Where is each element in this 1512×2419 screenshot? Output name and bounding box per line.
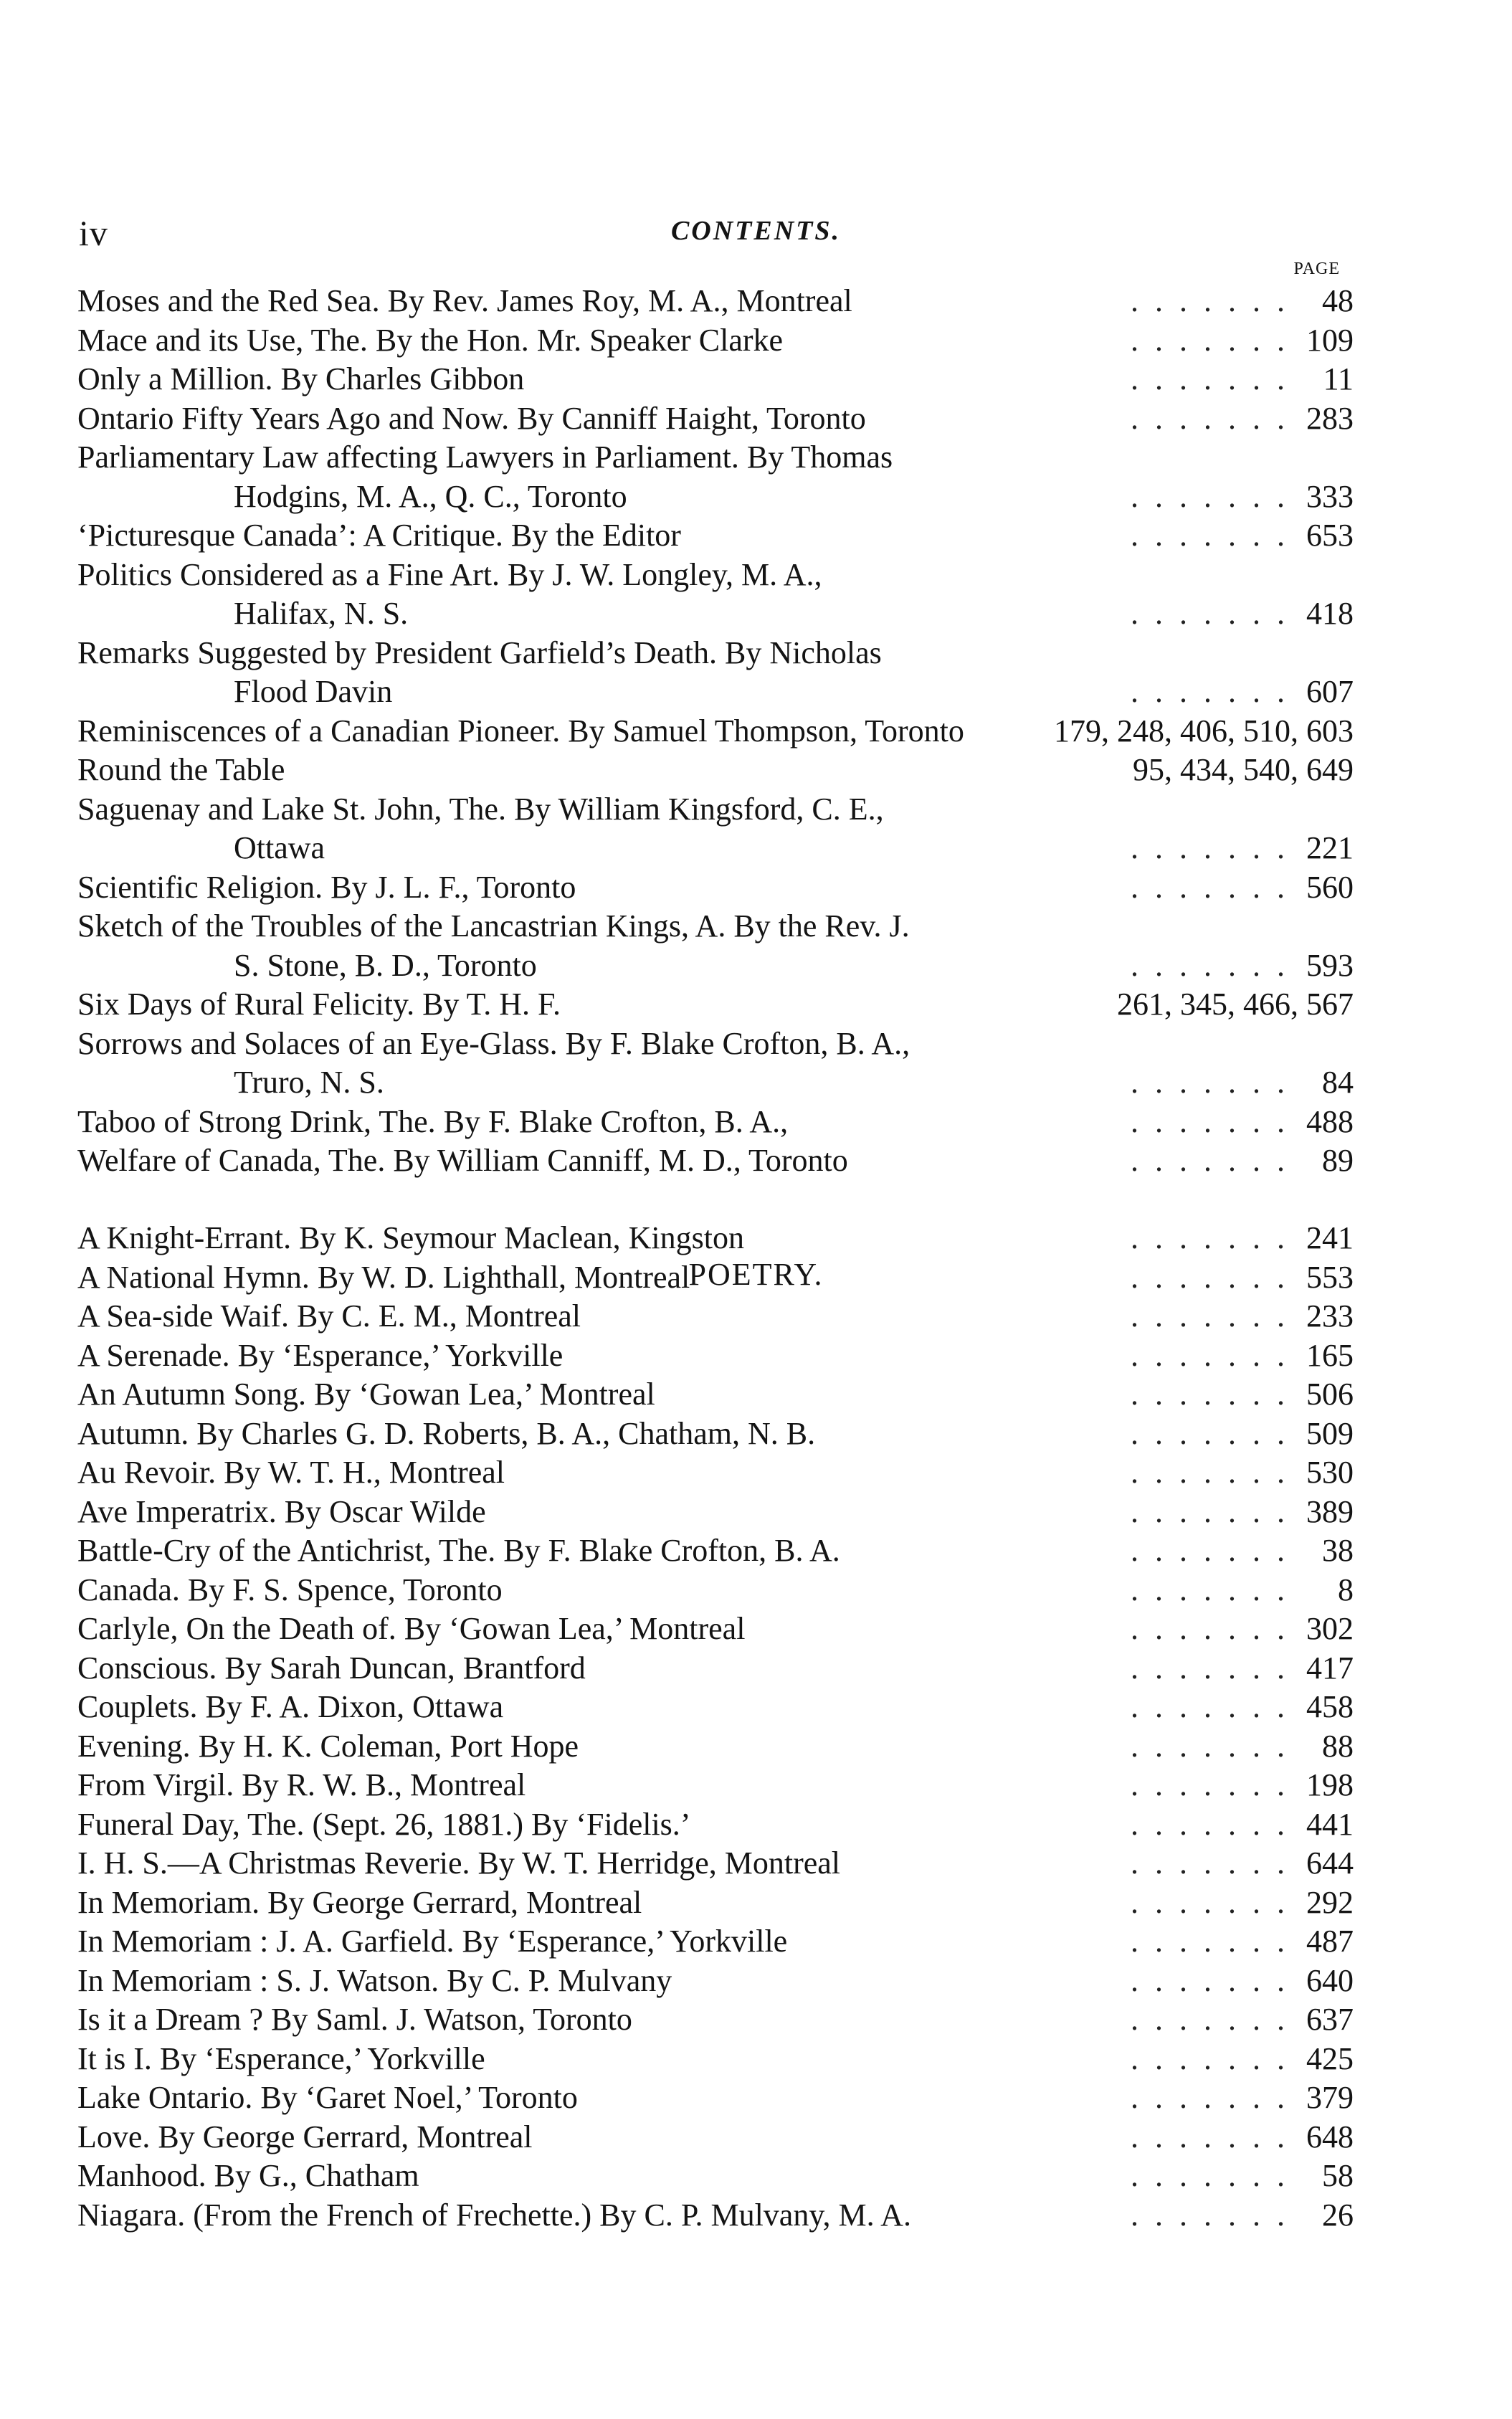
toc-entry-line	[77, 2000, 1354, 2040]
toc-entry-line	[77, 790, 1354, 830]
toc-page-number: 653	[1306, 518, 1354, 553]
toc-page-number: 593	[1306, 947, 1354, 983]
toc-entry-line	[77, 829, 1354, 868]
dot-leader: . . . . . . .	[1131, 478, 1289, 514]
toc-entry-title: Carlyle, On the Death of. By ‘Gowan Lea,’ Montreal	[77, 1611, 746, 1646]
toc-page-number: 389	[1306, 1493, 1354, 1529]
dot-leader: . . . . . . .	[1131, 1924, 1289, 1959]
toc-entry-line	[77, 673, 1354, 712]
toc-entry-title: Sketch of the Troubles of the Lancastrian Kings, A. By the Rev. J.	[77, 908, 910, 944]
toc-entry	[77, 2196, 1354, 2235]
toc-entry-line	[77, 1883, 1354, 1923]
toc-entry-title: I. H. S.—A Christmas Reverie. By W. T. Herridge, Montreal	[77, 1845, 841, 1881]
toc-entry	[77, 438, 1354, 516]
toc-entry-title: Lake Ontario. By ‘Garet Noel,’ Toronto	[77, 2080, 578, 2115]
toc-entry	[77, 1336, 1354, 1376]
toc-entry-title: Is it a Dream ? By Saml. J. Watson, Toronto	[77, 2002, 632, 2037]
toc-entry	[77, 1844, 1354, 1883]
toc-entry	[77, 790, 1354, 868]
toc-page-number: 506	[1306, 1377, 1354, 1412]
toc-entry	[77, 1962, 1354, 2001]
dot-leader: . . . . . . .	[1131, 1143, 1289, 1178]
toc-entry-line	[77, 751, 1354, 790]
toc-entry	[77, 1531, 1354, 1571]
toc-entry-line	[77, 1649, 1354, 1688]
toc-page-number: 333	[1306, 478, 1354, 514]
toc-entry-title: A Serenade. By ‘Esperance,’ Yorkville	[77, 1337, 564, 1373]
toc-entry	[77, 634, 1354, 712]
toc-entry-title: In Memoriam. By George Gerrard, Montreal	[77, 1884, 642, 1920]
toc-entry-line	[77, 1336, 1354, 1376]
toc-entry-line	[77, 634, 1354, 673]
toc-entry-line	[77, 1922, 1354, 1962]
toc-entry-title: Round the Table	[77, 752, 285, 787]
toc-page-number: 48	[1322, 283, 1354, 318]
toc-entry-line	[77, 1453, 1354, 1493]
toc-entry-line	[77, 1375, 1354, 1415]
toc-entry-title: Moses and the Red Sea. By Rev. James Roy, M. A., Montreal	[77, 283, 852, 318]
dot-leader: . . . . . . .	[1131, 596, 1289, 631]
toc-entry-title: Ave Imperatrix. By Oscar Wilde	[77, 1493, 486, 1529]
toc-entry	[77, 1415, 1354, 1454]
toc-page-number: 165	[1306, 1337, 1354, 1373]
toc-page-number: 88	[1322, 1728, 1354, 1764]
toc-page-number: 530	[1306, 1455, 1354, 1490]
toc-page-number: 283	[1306, 400, 1354, 436]
toc-entry	[77, 1141, 1354, 1181]
toc-entry	[77, 1922, 1354, 1962]
toc-entry	[77, 751, 1354, 790]
toc-entry-title: Remarks Suggested by President Garfield’s Death. By Nicholas	[77, 635, 882, 670]
toc-page-number: 553	[1306, 1259, 1354, 1295]
toc-entry	[77, 1610, 1354, 1649]
toc-entry-line	[77, 1219, 1354, 1258]
toc-entry	[77, 985, 1354, 1025]
toc-entry-title: A Knight-Errant. By K. Seymour Maclean, Kingston	[77, 1220, 744, 1255]
dot-leader: . . . . . . .	[1131, 1611, 1289, 1646]
toc-entry-title: Mace and its Use, The. By the Hon. Mr. Speaker Clarke	[77, 322, 784, 358]
dot-leader: . . . . . . .	[1131, 2002, 1289, 2037]
toc-page-number: 425	[1306, 2040, 1354, 2076]
dot-leader: . . . . . . .	[1131, 2197, 1289, 2233]
poetry-list	[77, 1219, 1354, 2235]
toc-entry-line	[77, 2040, 1354, 2079]
toc-entry-title: ‘Picturesque Canada’: A Critique. By the Editor	[77, 518, 681, 553]
toc-entry-title: Couplets. By F. A. Dixon, Ottawa	[77, 1689, 504, 1724]
dot-leader: . . . . . . .	[1131, 947, 1289, 983]
toc-page-number: 241	[1306, 1220, 1354, 1255]
dot-leader: . . . . . . .	[1131, 1884, 1289, 1920]
toc-entry-line	[77, 1025, 1354, 1064]
toc-entry-title: Au Revoir. By W. T. H., Montreal	[77, 1455, 505, 1490]
toc-entry-line	[77, 321, 1354, 361]
dot-leader: . . . . . . .	[1131, 400, 1289, 436]
toc-entry	[77, 1103, 1354, 1142]
toc-page-number: 379	[1306, 2080, 1354, 2115]
toc-entry	[77, 1258, 1354, 1298]
dot-leader: . . . . . . .	[1131, 1377, 1289, 1412]
toc-entry-title: Reminiscences of a Canadian Pioneer. By Samuel Thompson, Toronto	[77, 713, 964, 748]
toc-entry-title: Love. By George Gerrard, Montreal	[77, 2119, 533, 2154]
toc-entry-line	[77, 282, 1354, 321]
toc-entry-line	[77, 1531, 1354, 1571]
toc-entry-title: Flood Davin	[234, 674, 393, 709]
toc-entry-line	[77, 2118, 1354, 2157]
toc-entry-line	[77, 1141, 1354, 1181]
page-column-label: PAGE	[1293, 260, 1340, 278]
toc-entry-line	[77, 1571, 1354, 1610]
toc-entry-title: In Memoriam : S. J. Watson. By C. P. Mulvany	[77, 1962, 672, 1998]
toc-entry-line	[77, 556, 1354, 595]
toc-entry-title: Funeral Day, The. (Sept. 26, 1881.) By ‘Fidelis.’	[77, 1806, 691, 1842]
toc-entry	[77, 1805, 1354, 1845]
toc-entry-line	[77, 1805, 1354, 1845]
dot-leader: . . . . . . .	[1131, 1962, 1289, 1998]
toc-page-number: 509	[1306, 1415, 1354, 1451]
dot-leader: . . . . . . .	[1131, 869, 1289, 905]
toc-entry-line	[77, 1962, 1354, 2001]
toc-page-number: 487	[1306, 1924, 1354, 1959]
dot-leader: . . . . . . .	[1131, 830, 1289, 865]
dot-leader: . . . . . . .	[1131, 1767, 1289, 1802]
toc-entry-title: From Virgil. By R. W. B., Montreal	[77, 1767, 526, 1802]
toc-page-number: 418	[1306, 596, 1354, 631]
toc-page-number: 292	[1306, 1884, 1354, 1920]
dot-leader: . . . . . . .	[1131, 1103, 1289, 1139]
toc-entry-title: Battle-Cry of the Antichrist, The. By F. Blake Crofton, B. A.	[77, 1533, 840, 1568]
toc-entry	[77, 360, 1354, 399]
toc-entry-title: Canada. By F. S. Spence, Toronto	[77, 1572, 503, 1607]
toc-entry-line	[77, 1610, 1354, 1649]
toc-page-number: 233	[1306, 1298, 1354, 1334]
toc-entry-line	[77, 1688, 1354, 1727]
toc-entry	[77, 1025, 1354, 1103]
toc-entry-line	[77, 1493, 1354, 1532]
toc-entry	[77, 282, 1354, 321]
toc-entry-title: Taboo of Strong Drink, The. By F. Blake Crofton, B. A.,	[77, 1103, 789, 1139]
toc-entry-title: S. Stone, B. D., Toronto	[234, 947, 537, 983]
dot-leader: . . . . . . .	[1131, 1650, 1289, 1686]
dot-leader: . . . . . . .	[1131, 1806, 1289, 1842]
toc-entry-line	[77, 1063, 1354, 1103]
toc-entry-line	[77, 2196, 1354, 2235]
toc-entry-title: Six Days of Rural Felicity. By T. H. F.	[77, 987, 561, 1022]
toc-entry	[77, 1375, 1354, 1415]
dot-leader: . . . . . . .	[1131, 674, 1289, 709]
toc-page-number: 38	[1322, 1533, 1354, 1568]
toc-entry-title: Conscious. By Sarah Duncan, Brantford	[77, 1650, 586, 1686]
dot-leader: . . . . . . .	[1131, 1845, 1289, 1881]
toc-entry	[77, 2040, 1354, 2079]
toc-entry-line	[77, 477, 1354, 517]
toc-entry-title: Welfare of Canada, The. By William Canniff, M. D., Toronto	[77, 1143, 848, 1178]
toc-entry-line	[77, 1766, 1354, 1805]
toc-entry-line	[77, 1103, 1354, 1142]
dot-leader: . . . . . . .	[1131, 283, 1289, 318]
toc-entry	[77, 1493, 1354, 1532]
toc-entry	[77, 2157, 1354, 2196]
toc-entry-title: Parliamentary Law affecting Lawyers in Parliament. By Thomas	[77, 439, 893, 475]
toc-page-number: 648	[1306, 2119, 1354, 2154]
toc-entry-line	[77, 1258, 1354, 1298]
toc-entry-line	[77, 438, 1354, 477]
toc-page-number: 198	[1306, 1767, 1354, 1802]
toc-entry	[77, 1766, 1354, 1805]
dot-leader: . . . . . . .	[1131, 1220, 1289, 1255]
toc-page-number: 417	[1306, 1650, 1354, 1686]
dot-leader: . . . . . . .	[1131, 1455, 1289, 1490]
dot-leader: . . . . . . .	[1131, 1493, 1289, 1529]
toc-page-number: 560	[1306, 869, 1354, 905]
toc-entry	[77, 868, 1354, 908]
toc-entry-title: Niagara. (From the French of Frechette.) By C. P. Mulvany, M. A.	[77, 2197, 911, 2233]
dot-leader: . . . . . . .	[1131, 361, 1289, 396]
toc-entry	[77, 1571, 1354, 1610]
dot-leader: . . . . . . .	[1131, 1298, 1289, 1334]
toc-entry	[77, 1649, 1354, 1688]
toc-entry-title: It is I. By ‘Esperance,’ Yorkville	[77, 2040, 485, 2076]
toc-page-number: 11	[1323, 361, 1354, 396]
toc-page-number: 302	[1306, 1611, 1354, 1646]
toc-page-number: 441	[1306, 1806, 1354, 1842]
toc-entry	[77, 399, 1354, 439]
toc-entry	[77, 2118, 1354, 2157]
toc-entry-line	[77, 360, 1354, 399]
dot-leader: . . . . . . .	[1131, 1065, 1289, 1100]
toc-entry	[77, 1688, 1354, 1727]
dot-leader: . . . . . . .	[1131, 1728, 1289, 1764]
toc-entry	[77, 2000, 1354, 2040]
toc-entry-title: Ottawa	[234, 830, 325, 865]
toc-entry	[77, 1883, 1354, 1923]
toc-page-number: 89	[1322, 1143, 1354, 1178]
toc-entry-title: A Sea-side Waif. By C. E. M., Montreal	[77, 1298, 581, 1334]
toc-entry	[77, 516, 1354, 556]
toc-entry-title: Scientific Religion. By J. L. F., Toronto	[77, 869, 576, 905]
toc-entry-line	[77, 1297, 1354, 1336]
toc-entry-title: Politics Considered as a Fine Art. By J. W. Longley, M. A.,	[77, 556, 822, 592]
essays-list	[77, 282, 1354, 1181]
dot-leader: . . . . . . .	[1131, 1415, 1289, 1451]
poetry-heading: POETRY.	[688, 1257, 824, 1292]
toc-page-number: 26	[1322, 2197, 1354, 2233]
toc-entry-title: In Memoriam : J. A. Garfield. By ‘Esperance,’ Yorkville	[77, 1924, 788, 1959]
toc-entry-line	[77, 985, 1354, 1025]
toc-entry-title: Truro, N. S.	[234, 1065, 384, 1100]
toc-page-number: 109	[1306, 322, 1354, 358]
toc-page-number: 261, 345, 466, 567	[1117, 987, 1354, 1022]
toc-page-number: 458	[1306, 1689, 1354, 1724]
dot-leader: . . . . . . .	[1131, 1337, 1289, 1373]
toc-entry-line	[77, 907, 1354, 946]
toc-page-number: 637	[1306, 2002, 1354, 2037]
toc-entry	[77, 1727, 1354, 1767]
toc-entry	[77, 1219, 1354, 1258]
toc-page-number: 58	[1322, 2158, 1354, 2193]
toc-entry-title: An Autumn Song. By ‘Gowan Lea,’ Montreal	[77, 1377, 655, 1412]
toc-entry	[77, 556, 1354, 634]
toc-entry-line	[77, 1844, 1354, 1883]
toc-entry-title: A National Hymn. By W. D. Lighthall, Montreal	[77, 1259, 690, 1295]
toc-entry-line	[77, 1727, 1354, 1767]
dot-leader: . . . . . . .	[1131, 2119, 1289, 2154]
dot-leader: . . . . . . .	[1131, 322, 1289, 358]
running-head	[0, 212, 1512, 255]
dot-leader: . . . . . . .	[1131, 1533, 1289, 1568]
toc-page-number: 607	[1306, 674, 1354, 709]
toc-page-number: 84	[1322, 1065, 1354, 1100]
toc-entry	[77, 321, 1354, 361]
dot-leader: . . . . . . .	[1131, 1689, 1289, 1724]
toc-entry	[77, 1453, 1354, 1493]
toc-entry	[77, 907, 1354, 985]
dot-leader: . . . . . . .	[1131, 1259, 1289, 1295]
toc-page-number: 644	[1306, 1845, 1354, 1881]
toc-entry-title: Evening. By H. K. Coleman, Port Hope	[77, 1728, 579, 1764]
toc-entry-line	[77, 594, 1354, 634]
dot-leader: . . . . . . .	[1131, 518, 1289, 553]
toc-entry-title: Sorrows and Solaces of an Eye-Glass. By F. Blake Crofton, B. A.,	[77, 1025, 910, 1061]
dot-leader: . . . . . . .	[1131, 1572, 1289, 1607]
page-folio: iv	[79, 213, 108, 253]
toc-entry-title: Ontario Fifty Years Ago and Now. By Canniff Haight, Toronto	[77, 400, 866, 436]
toc-page-number: 640	[1306, 1962, 1354, 1998]
toc-entry-title: Only a Million. By Charles Gibbon	[77, 361, 525, 396]
toc-page-number: 488	[1306, 1103, 1354, 1139]
dot-leader: . . . . . . .	[1131, 2040, 1289, 2076]
toc-entry	[77, 712, 1354, 751]
toc-entry-line	[77, 1415, 1354, 1454]
toc-entry-title: Hodgins, M. A., Q. C., Toronto	[234, 478, 627, 514]
toc-entry-title: Manhood. By G., Chatham	[77, 2158, 419, 2193]
toc-page-number: 179, 248, 406, 510, 603	[1054, 713, 1354, 748]
dot-leader: . . . . . . .	[1131, 2158, 1289, 2193]
toc-entry	[77, 2078, 1354, 2118]
toc-entry-title: Saguenay and Lake St. John, The. By William Kingsford, C. E.,	[77, 791, 884, 827]
toc-entry-line	[77, 516, 1354, 556]
toc-entry-title: Halifax, N. S.	[234, 596, 409, 631]
toc-entry-line	[77, 2078, 1354, 2118]
toc-entry-line	[77, 399, 1354, 439]
toc-entry-line	[77, 2157, 1354, 2196]
toc-page-number: 221	[1306, 830, 1354, 865]
toc-page-number: 8	[1338, 1572, 1354, 1607]
toc-entry-title: Autumn. By Charles G. D. Roberts, B. A., Chatham, N. B.	[77, 1415, 816, 1451]
toc-entry	[77, 1297, 1354, 1336]
toc-page-number: 95, 434, 540, 649	[1133, 752, 1354, 787]
toc-entry-line	[77, 712, 1354, 751]
dot-leader: . . . . . . .	[1131, 2080, 1289, 2115]
toc-entry-line	[77, 946, 1354, 986]
page-title: CONTENTS.	[670, 216, 842, 246]
toc-entry-line	[77, 868, 1354, 908]
